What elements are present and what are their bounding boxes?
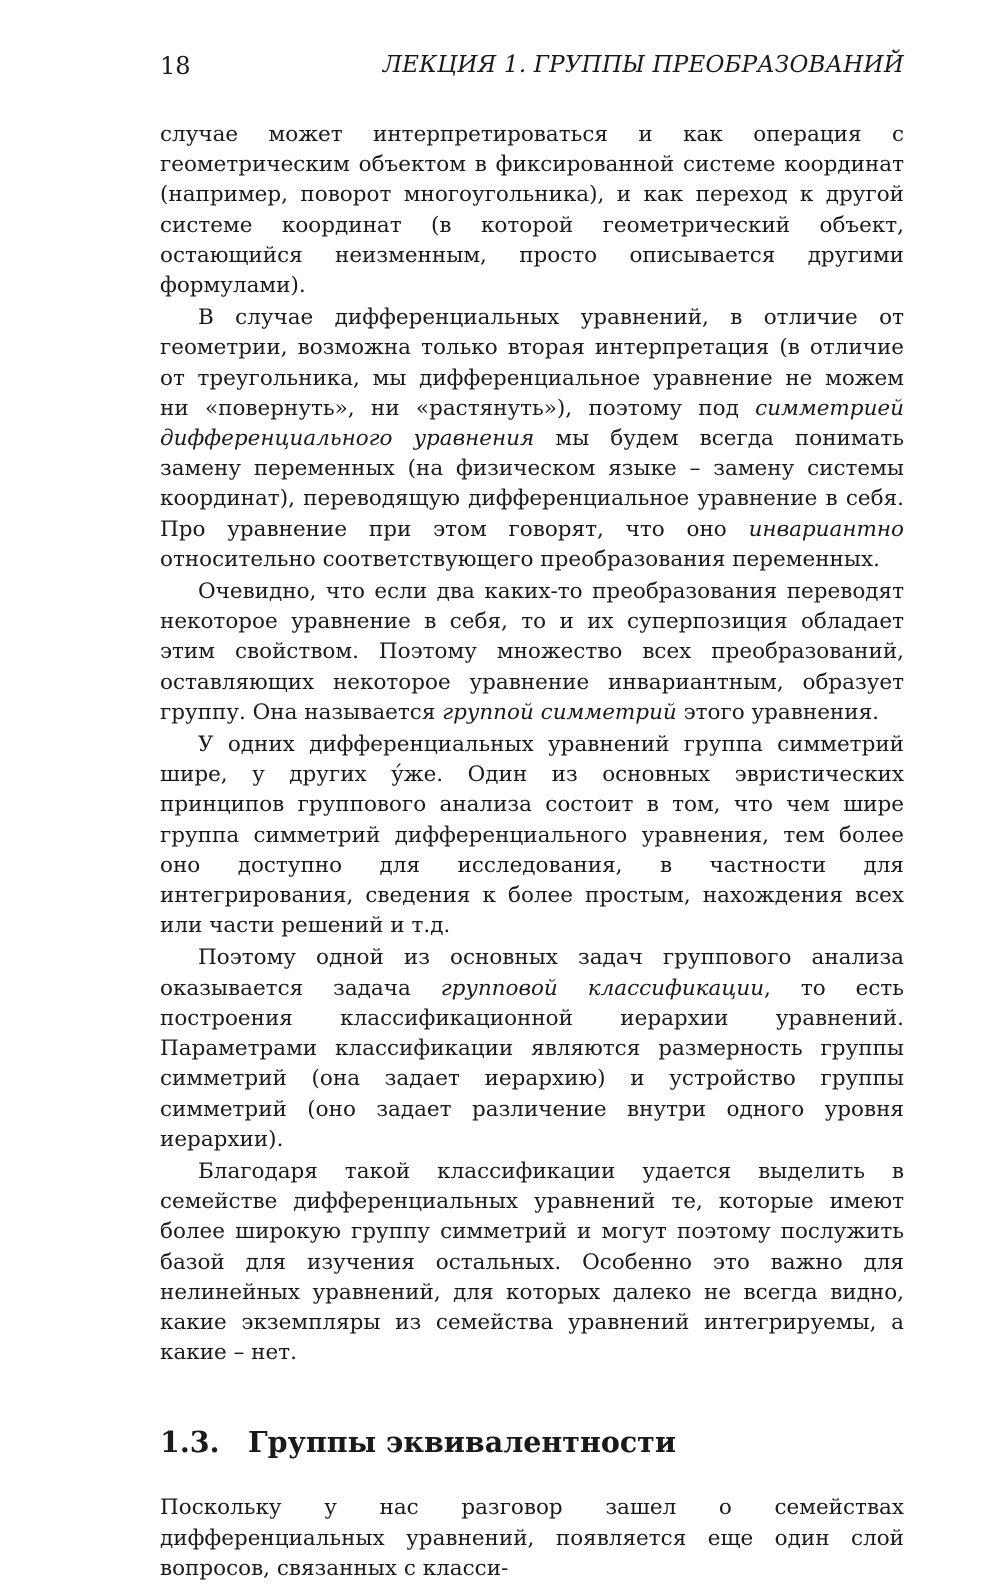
paragraph-7: Поскольку у нас разговор зашел о семействах дифференциальных уравнений, появляется еще один слой вопросов, связанных с класси-: [160, 1495, 904, 1581]
paragraph-5-text-a: Поэтому одной из основных задач группового анализа оказывается задача: [160, 945, 904, 1001]
running-title: ЛЕКЦИЯ 1. ГРУППЫ ПРЕОБРАЗОВАНИЙ: [382, 52, 904, 78]
term-symmetry-of-equation: симметрией дифференциального уравнения: [160, 395, 904, 452]
paragraph-1: случае может интерпретироваться и как операция с геометрическим объектом в фиксированной системе координат (например, поворот многоугольника), и как переход к другой системе координат (в которой геометрический объект, остающийся неизменным, просто описывается другими формулами).: [160, 122, 904, 299]
term-invariant: инвариантно: [748, 516, 904, 542]
term-group-classification: групповой классификации: [440, 975, 765, 1001]
page-number: 18: [160, 52, 191, 80]
paragraph-6: Благодаря такой классификации удается выделить в семействе дифференциальных уравнений те, которые имеют более широкую группу симметрий и могут поэтому послужить базой для изучения остальных. Особенно это важно для нелинейных уравнений, для которых далеко не всегда видно, какие экземпляры из семейства уравнений интегрируемы, а какие – нет.: [160, 1158, 904, 1366]
paragraph-5-text-b: , то есть построения классификационной иерархии уравнений. Параметрами классификации являются размерность группы симметрий (она задает иерархию) и устройство группы симметрий (оно задает различение внутри одного уровня иерархии).: [160, 975, 904, 1152]
paragraph-3: [160, 577, 904, 728]
section-number: 1.3.: [160, 1425, 220, 1460]
paragraph-2-text-c: относительно соответствующего преобразования переменных.: [160, 546, 880, 572]
paragraph-5: [160, 943, 904, 1154]
section-title: Группы эквивалентности: [248, 1425, 676, 1460]
paragraph-3-text-b: этого уравнения.: [676, 699, 879, 725]
section-heading: [160, 1425, 904, 1459]
paragraph-4: У одних дифференциальных уравнений группа симметрий шире, у других у́же. Один из основных эвристических принципов группового анализа состоит в том, что чем шире группа симметрий дифференциального уравнения, тем более оно доступно для исследования, в частности для интегрирования, сведения к более простым, нахождения всех или части решений и т.д.: [160, 732, 904, 939]
page-body: [160, 120, 904, 1584]
paragraph-3-text-a: Очевидно, что если два каких-то преобразования переводят некоторое уравнение в себя, то и их суперпозиция обладает этим свойством. Поэтому множество всех преобразований, оставляющих некоторое уравнение инвариантным, образует группу. Она называется: [160, 579, 904, 725]
running-header: [160, 52, 904, 88]
paragraph-2-text-b: мы будем всегда понимать замену переменных (на физическом языке – замену системы координат), переводящую дифференциальное уравнение в себя. Про уравнение при этом говорят, что оно: [160, 426, 904, 542]
paragraph-2-text-a: В случае дифференциальных уравнений, в отличие от геометрии, возможна только вторая интерпретация (в отличие от треугольника, мы дифференциальное уравнение не можем ни «повернуть», ни «растянуть»), поэтому под: [160, 305, 904, 421]
paragraph-2: [160, 303, 904, 575]
term-symmetry-group: группой симметрий: [442, 699, 677, 725]
